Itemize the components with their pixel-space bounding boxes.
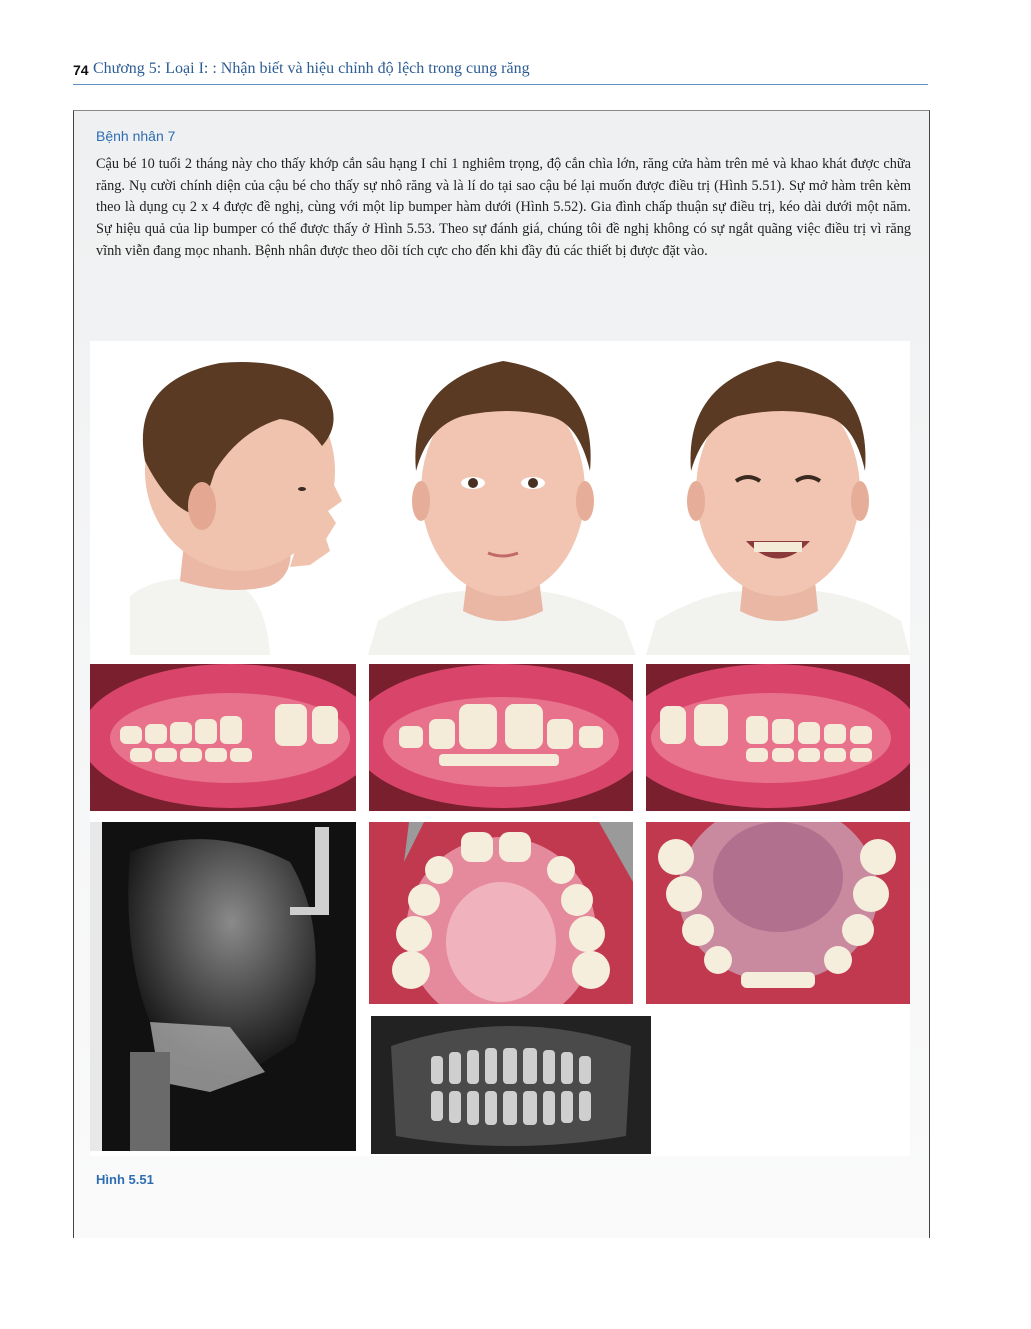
case-title: Bệnh nhân 7 — [96, 128, 176, 144]
left-intraoral-photo — [646, 664, 910, 811]
frontal-intraoral-photo — [369, 664, 633, 811]
chapter-title: Chương 5: Loại I: : Nhận biết và hiệu chỉnh độ lệch trong cung răng — [93, 60, 530, 77]
panoramic-xray — [371, 1016, 651, 1154]
page-number: 74 — [73, 62, 89, 78]
profile-photo — [90, 341, 358, 655]
frontal-face-photo — [368, 341, 636, 655]
frontal-smile-photo — [646, 341, 910, 655]
lower-occlusal-photo — [646, 822, 910, 1004]
cephalometric-xray — [90, 822, 356, 1151]
case-box — [73, 110, 930, 1238]
right-intraoral-photo — [90, 664, 356, 811]
page-header — [73, 58, 928, 85]
case-body: Cậu bé 10 tuổi 2 tháng này cho thấy khớp cắn sâu hạng I chỉ 1 nghiêm trọng, độ cắn chìa lớn, răng cửa hàm trên mẻ và khao khát được chữa răng. Nụ cười chính diện của cậu bé cho thấy sự nhô răng và là lí do tại sao cậu bé lại muốn được điều trị (Hình 5.51). Sự mở hàm trên kèm theo là dụng cụ 2 x 4 được đề nghị, cùng với một lip bumper hàm dưới (Hình 5.52). Gia đình chấp thuận sự điều trị, kéo dài dưới một năm. Sự hiệu quả của lip bumper có thể được thấy ở Hình 5.53. Theo sự đánh giá, chúng tôi đề nghị không có sự ngắt quãng việc điều trị vì răng vĩnh viễn đang mọc nhanh. Bệnh nhân được theo dõi tích cực cho đến khi đầy đủ các thiết bị được đặt vào. — [96, 156, 911, 259]
figure-caption: Hình 5.51 — [96, 1172, 154, 1187]
upper-occlusal-photo — [369, 822, 633, 1004]
